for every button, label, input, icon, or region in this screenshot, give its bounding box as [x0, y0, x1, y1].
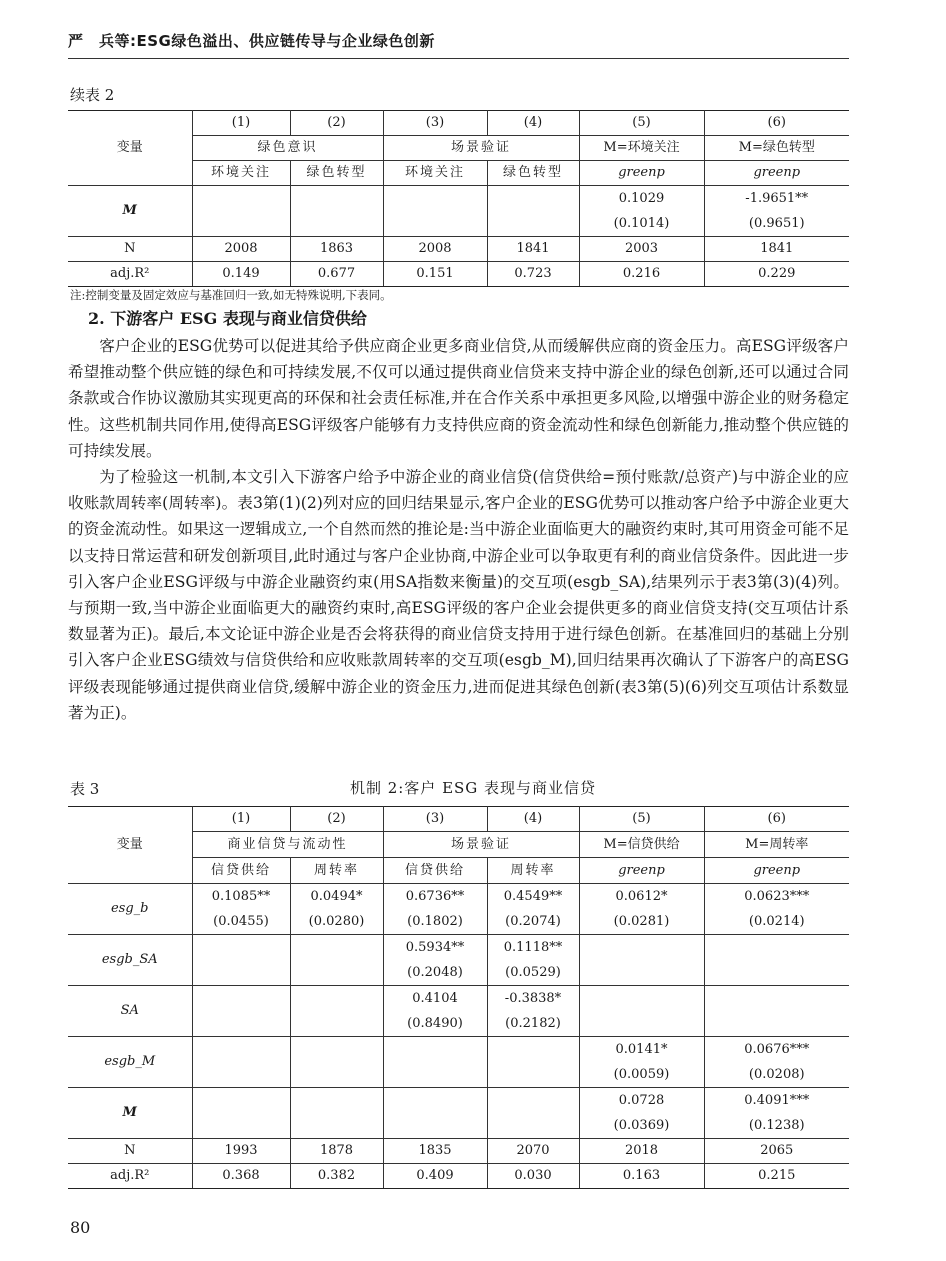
table3-cell: 0.6736** (0.1802)	[383, 884, 487, 935]
body-text	[68, 333, 849, 726]
table2-r2-value: 0.229	[704, 262, 849, 287]
table2-n-value: 2003	[579, 237, 704, 262]
table2-row-label: M	[68, 186, 192, 237]
table2-var-header: 变量	[68, 111, 192, 186]
table3-n-value: 1878	[290, 1139, 383, 1164]
table3-cell	[579, 986, 704, 1037]
table2	[68, 110, 849, 287]
table3-col-num: (3)	[383, 807, 487, 832]
table2-subhead: greenp	[579, 161, 704, 186]
table3-n-label: N	[68, 1139, 192, 1164]
table3-var-header: 变量	[68, 807, 192, 884]
header-rule	[68, 58, 849, 59]
table3-cell	[192, 1037, 290, 1088]
table2-subhead: 环境关注	[192, 161, 290, 186]
table2-cell	[487, 186, 579, 237]
table2-n-label: N	[68, 237, 192, 262]
table3-group-head: 商业信贷与流动性	[192, 832, 383, 858]
table3-subhead: 周转率	[487, 858, 579, 884]
section-title: 2. 下游客户 ESG 表现与商业信贷供给	[88, 309, 367, 328]
table2-r2-value: 0.216	[579, 262, 704, 287]
table2-r2-value: 0.677	[290, 262, 383, 287]
table3-cell	[290, 1088, 383, 1139]
table2-col-num: (3)	[383, 111, 487, 136]
table3-cell: 0.5934** (0.2048)	[383, 935, 487, 986]
table3-r2-value: 0.215	[704, 1164, 849, 1189]
table2-cell	[192, 186, 290, 237]
table3-cell: 0.0141* (0.0059)	[579, 1037, 704, 1088]
table3-cell: 0.0728 (0.0369)	[579, 1088, 704, 1139]
table2-cell	[383, 186, 487, 237]
table3-cell	[704, 935, 849, 986]
table3-cell: 0.4104 (0.8490)	[383, 986, 487, 1037]
table3-subhead: 信贷供给	[383, 858, 487, 884]
table2-n-value: 1863	[290, 237, 383, 262]
table2-group-head: M=绿色转型	[704, 136, 849, 161]
table2-col-num: (2)	[290, 111, 383, 136]
table2-subhead: 绿色转型	[487, 161, 579, 186]
table3-cell	[192, 986, 290, 1037]
table2-cell	[290, 186, 383, 237]
table3-r2-value: 0.409	[383, 1164, 487, 1189]
paragraph: 客户企业的ESG优势可以促进其给予供应商企业更多商业信贷,从而缓解供应商的资金压力。高ESG评级客户希望推动整个供应链的绿色和可持续发展,不仅可以通过提供商业信贷来支持中游企业的绿色创新,还可以通过合同条款或合作协议激励其实现更高的环保和社会责任标准,并在合作关系中承担更多风险,以增强中游企业的财务稳定性。这些机制共同作用,使得高ESG评级客户能够有力支持供应商的资金流动性和绿色创新能力,推动整个供应链的可持续发展。	[68, 337, 849, 460]
table3-subhead: 信贷供给	[192, 858, 290, 884]
table3-col-num: (4)	[487, 807, 579, 832]
table3-r2-value: 0.030	[487, 1164, 579, 1189]
table3-col-num: (5)	[579, 807, 704, 832]
table3-cell: 0.0623*** (0.0214)	[704, 884, 849, 935]
table3-row-label: esgb_SA	[68, 935, 192, 986]
table2-n-value: 1841	[704, 237, 849, 262]
table2-group-head: M=环境关注	[579, 136, 704, 161]
table2-r2-value: 0.151	[383, 262, 487, 287]
table3-cell	[487, 1088, 579, 1139]
table3-r2-value: 0.163	[579, 1164, 704, 1189]
table3-col-num: (6)	[704, 807, 849, 832]
table2-note: 注:控制变量及固定效应与基准回归一致,如无特殊说明,下表同。	[70, 288, 392, 302]
table3-cell: -0.3838* (0.2182)	[487, 986, 579, 1037]
table2-r2-value: 0.723	[487, 262, 579, 287]
table3-cell	[383, 1088, 487, 1139]
table3-row-label: SA	[68, 986, 192, 1037]
table2-subhead: 环境关注	[383, 161, 487, 186]
table3-cell: 0.4091*** (0.1238)	[704, 1088, 849, 1139]
table3-cell	[579, 935, 704, 986]
table3-subhead: greenp	[704, 858, 849, 884]
paragraph: 为了检验这一机制,本文引入下游客户给予中游企业的商业信贷(信贷供给=预付账款/总资产)与中游企业的应收账款周转率(周转率)。表3第(1)(2)列对应的回归结果显示,客户企业的ESG优势可以推动客户给予中游企业更大的资金流动性。如果这一逻辑成立,一个自然而然的推论是:当中游企业面临更大的融资约束时,其可用资金可能不足以支持日常运营和研发创新项目,此时通过与客户企业协商,中游企业可以争取更有利的商业信贷条件。因此进一步引入客户企业ESG评级与中游企业融资约束(用SA指数来衡量)的交互项(esgb_SA),结果列示于表3第(3)(4)列。与预期一致,当中游企业面临更大的融资约束时,高ESG评级的客户企业会提供更多的商业信贷支持(交互项估计系数显著为正)。最后,本文论证中游企业是否会将获得的商业信贷支持用于进行绿色创新。在基准回归的基础上分别引入客户企业ESG绩效与信贷供给和应收账款周转率的交互项(esgb_M),回归结果再次确认了下游客户的高ESG评级表现能够通过提供商业信贷,缓解中游企业的资金压力,进而促进其绿色创新(表3第(5)(6)列交互项估计系数显著为正)。	[68, 468, 849, 722]
table3-cell: 0.0494* (0.0280)	[290, 884, 383, 935]
table3-cell: 0.4549** (0.2074)	[487, 884, 579, 935]
table2-r2-label: adj.R²	[68, 262, 192, 287]
table3-row-label: esgb_M	[68, 1037, 192, 1088]
table3-group-head: 场景验证	[383, 832, 579, 858]
table3-r2-label: adj.R²	[68, 1164, 192, 1189]
table3-n-value: 1835	[383, 1139, 487, 1164]
table3-cell: 0.0612* (0.0281)	[579, 884, 704, 935]
table3-row-label: M	[68, 1088, 192, 1139]
table2-cell: 0.1029 (0.1014)	[579, 186, 704, 237]
table2-group-head: 场景验证	[383, 136, 579, 161]
table2-col-num: (6)	[704, 111, 849, 136]
table3-col-num: (2)	[290, 807, 383, 832]
table2-r2-value: 0.149	[192, 262, 290, 287]
table3-cell	[192, 1088, 290, 1139]
table3-r2-value: 0.368	[192, 1164, 290, 1189]
table3-col-num: (1)	[192, 807, 290, 832]
table3-cell	[487, 1037, 579, 1088]
table3-group-head: M=信贷供给	[579, 832, 704, 858]
table3-group-head: M=周转率	[704, 832, 849, 858]
table3-cell	[290, 1037, 383, 1088]
table3-subhead: 周转率	[290, 858, 383, 884]
running-header: 严 兵等:ESG绿色溢出、供应链传导与企业绿色创新	[68, 32, 435, 50]
table2-col-num: (5)	[579, 111, 704, 136]
table2-cell: -1.9651** (0.9651)	[704, 186, 849, 237]
table3-cell	[192, 935, 290, 986]
table2-n-value: 1841	[487, 237, 579, 262]
table3-label: 表 3	[70, 780, 100, 798]
table3-cell: 0.0676*** (0.0208)	[704, 1037, 849, 1088]
table3-subhead: greenp	[579, 858, 704, 884]
table2-n-value: 2008	[192, 237, 290, 262]
table2-caption: 续表 2	[70, 86, 115, 104]
table3-cell: 0.1085** (0.0455)	[192, 884, 290, 935]
table2-subhead: 绿色转型	[290, 161, 383, 186]
table3	[68, 806, 849, 1189]
table2-group-head: 绿色意识	[192, 136, 383, 161]
table3-cell	[383, 1037, 487, 1088]
table2-col-num: (4)	[487, 111, 579, 136]
table3-n-value: 2018	[579, 1139, 704, 1164]
table3-n-value: 2065	[704, 1139, 849, 1164]
table3-title: 机制 2:客户 ESG 表现与商业信贷	[349, 779, 597, 797]
table3-row-label: esg_b	[68, 884, 192, 935]
table3-cell: 0.1118** (0.0529)	[487, 935, 579, 986]
table2-n-value: 2008	[383, 237, 487, 262]
table3-n-value: 1993	[192, 1139, 290, 1164]
table3-n-value: 2070	[487, 1139, 579, 1164]
page-number: 80	[70, 1218, 91, 1237]
table3-cell	[290, 986, 383, 1037]
table3-cell	[290, 935, 383, 986]
table2-subhead: greenp	[704, 161, 849, 186]
table2-col-num: (1)	[192, 111, 290, 136]
table3-r2-value: 0.382	[290, 1164, 383, 1189]
table3-cell	[704, 986, 849, 1037]
